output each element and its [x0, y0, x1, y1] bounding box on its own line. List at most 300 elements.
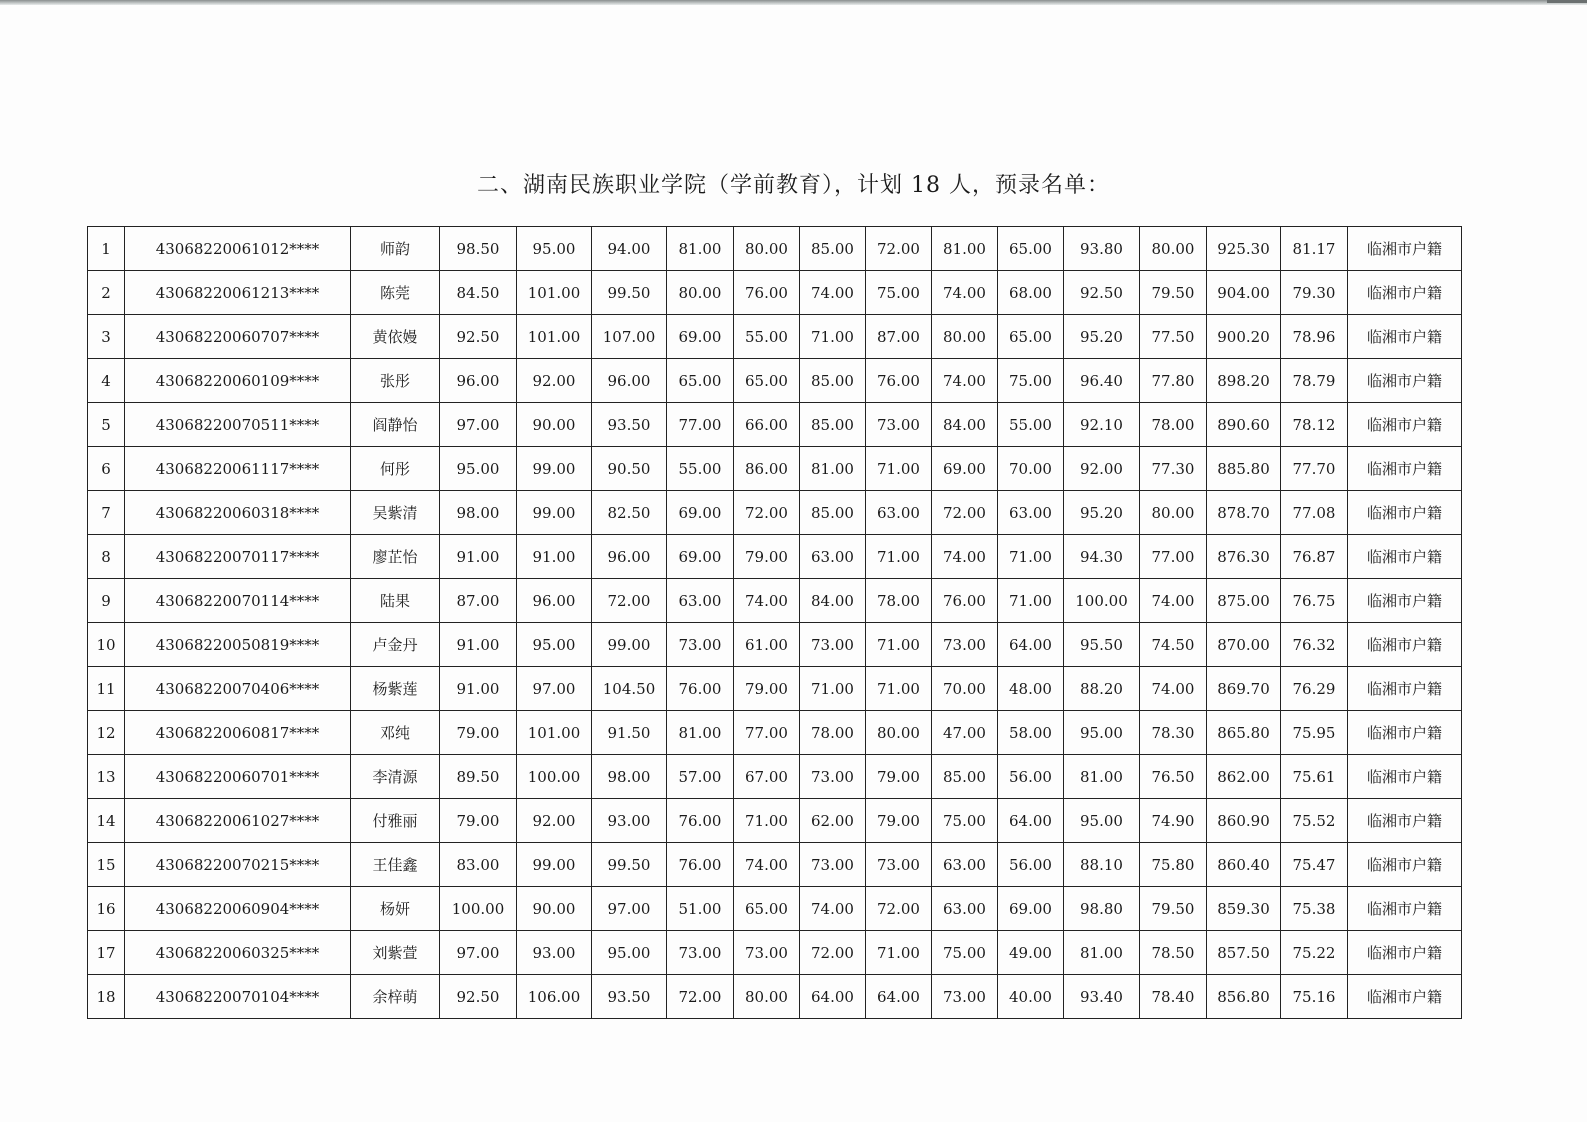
average-cell: 76.32 [1281, 623, 1348, 667]
name-cell: 余梓萌 [351, 975, 440, 1019]
score-cell: 98.00 [592, 755, 667, 799]
total-cell: 860.90 [1207, 799, 1281, 843]
score-cell: 79.00 [866, 755, 932, 799]
score-cell: 73.00 [800, 755, 866, 799]
score-cell: 71.00 [866, 535, 932, 579]
score-cell: 98.50 [440, 227, 517, 271]
score-cell: 92.50 [1064, 271, 1140, 315]
average-cell: 76.75 [1281, 579, 1348, 623]
score-cell: 95.00 [440, 447, 517, 491]
score-cell: 91.00 [440, 623, 517, 667]
score-cell: 72.00 [800, 931, 866, 975]
registration-cell: 临湘市户籍 [1348, 315, 1462, 359]
score-cell: 92.50 [440, 975, 517, 1019]
score-cell: 57.00 [667, 755, 734, 799]
total-cell: 870.00 [1207, 623, 1281, 667]
score-cell: 62.00 [800, 799, 866, 843]
score-cell: 99.00 [517, 491, 592, 535]
score-cell: 99.00 [517, 447, 592, 491]
average-cell: 75.22 [1281, 931, 1348, 975]
score-cell: 85.00 [800, 491, 866, 535]
score-cell: 69.00 [932, 447, 998, 491]
score-cell: 69.00 [998, 887, 1064, 931]
score-cell: 71.00 [866, 931, 932, 975]
average-cell: 77.70 [1281, 447, 1348, 491]
table-row [88, 623, 1462, 667]
table-row [88, 755, 1462, 799]
page-title: 二、湖南民族职业学院（学前教育），计划 18 人，预录名单： [477, 173, 1110, 198]
table-row [88, 227, 1462, 271]
average-cell: 76.29 [1281, 667, 1348, 711]
score-cell: 74.00 [1140, 579, 1207, 623]
score-cell: 83.00 [440, 843, 517, 887]
rank-cell: 18 [88, 975, 125, 1019]
score-cell: 94.30 [1064, 535, 1140, 579]
score-cell: 70.00 [998, 447, 1064, 491]
score-cell: 84.00 [800, 579, 866, 623]
total-cell: 862.00 [1207, 755, 1281, 799]
score-cell: 63.00 [998, 491, 1064, 535]
score-cell: 79.00 [866, 799, 932, 843]
candidate-id-cell: 43068220060318**** [125, 491, 351, 535]
score-cell: 61.00 [734, 623, 800, 667]
score-cell: 85.00 [800, 227, 866, 271]
score-cell: 55.00 [998, 403, 1064, 447]
score-cell: 81.00 [800, 447, 866, 491]
score-cell: 97.00 [517, 667, 592, 711]
score-cell: 95.20 [1064, 315, 1140, 359]
total-cell: 865.80 [1207, 711, 1281, 755]
scan-corner [1547, 0, 1587, 24]
score-cell: 78.00 [800, 711, 866, 755]
score-cell: 77.50 [1140, 315, 1207, 359]
score-cell: 97.00 [592, 887, 667, 931]
admission-table [87, 226, 1462, 1019]
score-cell: 63.00 [932, 887, 998, 931]
score-cell: 73.00 [866, 843, 932, 887]
score-cell: 82.50 [592, 491, 667, 535]
score-cell: 74.00 [800, 271, 866, 315]
score-cell: 85.00 [932, 755, 998, 799]
score-cell: 72.00 [866, 887, 932, 931]
score-cell: 93.40 [1064, 975, 1140, 1019]
rank-cell: 7 [88, 491, 125, 535]
rank-cell: 14 [88, 799, 125, 843]
name-cell: 杨妍 [351, 887, 440, 931]
score-cell: 76.00 [734, 271, 800, 315]
candidate-id-cell: 43068220061117**** [125, 447, 351, 491]
candidate-id-cell: 43068220060817**** [125, 711, 351, 755]
score-cell: 100.00 [440, 887, 517, 931]
total-cell: 876.30 [1207, 535, 1281, 579]
name-cell: 阎静怡 [351, 403, 440, 447]
score-cell: 95.00 [1064, 799, 1140, 843]
table-row [88, 315, 1462, 359]
score-cell: 71.00 [800, 315, 866, 359]
score-cell: 71.00 [866, 623, 932, 667]
average-cell: 77.08 [1281, 491, 1348, 535]
score-cell: 76.00 [667, 843, 734, 887]
rank-cell: 13 [88, 755, 125, 799]
candidate-id-cell: 43068220061012**** [125, 227, 351, 271]
score-cell: 79.50 [1140, 887, 1207, 931]
candidate-id-cell: 43068220060904**** [125, 887, 351, 931]
registration-cell: 临湘市户籍 [1348, 579, 1462, 623]
score-cell: 68.00 [998, 271, 1064, 315]
score-cell: 77.30 [1140, 447, 1207, 491]
score-cell: 74.00 [734, 579, 800, 623]
score-cell: 71.00 [800, 667, 866, 711]
score-cell: 95.00 [1064, 711, 1140, 755]
score-cell: 85.00 [800, 359, 866, 403]
score-cell: 74.00 [800, 887, 866, 931]
score-cell: 97.00 [440, 403, 517, 447]
score-cell: 85.00 [800, 403, 866, 447]
score-cell: 73.00 [800, 623, 866, 667]
score-cell: 96.40 [1064, 359, 1140, 403]
candidate-id-cell: 43068220070215**** [125, 843, 351, 887]
rank-cell: 1 [88, 227, 125, 271]
registration-cell: 临湘市户籍 [1348, 975, 1462, 1019]
table-row [88, 799, 1462, 843]
score-cell: 78.00 [1140, 403, 1207, 447]
score-cell: 80.00 [734, 975, 800, 1019]
score-cell: 74.00 [932, 359, 998, 403]
registration-cell: 临湘市户籍 [1348, 535, 1462, 579]
score-cell: 99.50 [592, 271, 667, 315]
table-row [88, 271, 1462, 315]
rank-cell: 2 [88, 271, 125, 315]
total-cell: 904.00 [1207, 271, 1281, 315]
total-cell: 869.70 [1207, 667, 1281, 711]
average-cell: 78.12 [1281, 403, 1348, 447]
score-cell: 99.50 [592, 843, 667, 887]
score-cell: 91.00 [440, 667, 517, 711]
table-row [88, 491, 1462, 535]
name-cell: 张彤 [351, 359, 440, 403]
candidate-id-cell: 43068220070511**** [125, 403, 351, 447]
total-cell: 925.30 [1207, 227, 1281, 271]
table-row [88, 931, 1462, 975]
score-cell: 99.00 [517, 843, 592, 887]
score-cell: 73.00 [667, 931, 734, 975]
table-row [88, 887, 1462, 931]
registration-cell: 临湘市户籍 [1348, 623, 1462, 667]
score-cell: 67.00 [734, 755, 800, 799]
average-cell: 79.30 [1281, 271, 1348, 315]
score-cell: 84.50 [440, 271, 517, 315]
candidate-id-cell: 43068220061213**** [125, 271, 351, 315]
score-cell: 73.00 [800, 843, 866, 887]
score-cell: 78.00 [866, 579, 932, 623]
score-cell: 73.00 [667, 623, 734, 667]
score-cell: 40.00 [998, 975, 1064, 1019]
score-cell: 72.00 [932, 491, 998, 535]
score-cell: 93.00 [592, 799, 667, 843]
rank-cell: 12 [88, 711, 125, 755]
score-cell: 64.00 [998, 799, 1064, 843]
score-cell: 90.00 [517, 403, 592, 447]
score-cell: 75.00 [932, 799, 998, 843]
score-cell: 96.00 [517, 579, 592, 623]
score-cell: 74.90 [1140, 799, 1207, 843]
score-cell: 65.00 [734, 887, 800, 931]
score-cell: 75.00 [932, 931, 998, 975]
score-cell: 95.50 [1064, 623, 1140, 667]
score-cell: 71.00 [866, 667, 932, 711]
total-cell: 875.00 [1207, 579, 1281, 623]
score-cell: 98.00 [440, 491, 517, 535]
score-cell: 65.00 [667, 359, 734, 403]
table-row [88, 447, 1462, 491]
registration-cell: 临湘市户籍 [1348, 491, 1462, 535]
score-cell: 72.00 [734, 491, 800, 535]
score-cell: 58.00 [998, 711, 1064, 755]
score-cell: 81.00 [667, 711, 734, 755]
average-cell: 75.95 [1281, 711, 1348, 755]
table-row [88, 711, 1462, 755]
score-cell: 98.80 [1064, 887, 1140, 931]
score-cell: 55.00 [667, 447, 734, 491]
name-cell: 陈莞 [351, 271, 440, 315]
average-cell: 75.47 [1281, 843, 1348, 887]
name-cell: 王佳鑫 [351, 843, 440, 887]
score-cell: 75.00 [866, 271, 932, 315]
score-cell: 56.00 [998, 843, 1064, 887]
score-cell: 55.00 [734, 315, 800, 359]
rank-cell: 11 [88, 667, 125, 711]
score-cell: 92.50 [440, 315, 517, 359]
total-cell: 860.40 [1207, 843, 1281, 887]
score-cell: 72.00 [866, 227, 932, 271]
table-row [88, 579, 1462, 623]
score-cell: 91.00 [440, 535, 517, 579]
name-cell: 卢金丹 [351, 623, 440, 667]
score-cell: 80.00 [866, 711, 932, 755]
score-cell: 63.00 [932, 843, 998, 887]
score-cell: 95.20 [1064, 491, 1140, 535]
score-cell: 66.00 [734, 403, 800, 447]
score-cell: 64.00 [998, 623, 1064, 667]
score-cell: 93.50 [592, 403, 667, 447]
score-cell: 95.00 [517, 227, 592, 271]
registration-cell: 临湘市户籍 [1348, 359, 1462, 403]
name-cell: 刘紫萱 [351, 931, 440, 975]
score-cell: 73.00 [866, 403, 932, 447]
registration-cell: 临湘市户籍 [1348, 667, 1462, 711]
table-row [88, 403, 1462, 447]
name-cell: 邓纯 [351, 711, 440, 755]
score-cell: 101.00 [517, 271, 592, 315]
rank-cell: 4 [88, 359, 125, 403]
score-cell: 70.00 [932, 667, 998, 711]
registration-cell: 临湘市户籍 [1348, 271, 1462, 315]
score-cell: 80.00 [1140, 491, 1207, 535]
registration-cell: 临湘市户籍 [1348, 447, 1462, 491]
average-cell: 78.96 [1281, 315, 1348, 359]
rank-cell: 6 [88, 447, 125, 491]
score-cell: 93.50 [592, 975, 667, 1019]
score-cell: 80.00 [667, 271, 734, 315]
score-cell: 107.00 [592, 315, 667, 359]
candidate-id-cell: 43068220070117**** [125, 535, 351, 579]
score-cell: 71.00 [866, 447, 932, 491]
score-cell: 100.00 [517, 755, 592, 799]
registration-cell: 临湘市户籍 [1348, 887, 1462, 931]
score-cell: 78.50 [1140, 931, 1207, 975]
candidate-id-cell: 43068220060707**** [125, 315, 351, 359]
rank-cell: 17 [88, 931, 125, 975]
score-cell: 90.00 [517, 887, 592, 931]
score-cell: 63.00 [866, 491, 932, 535]
score-cell: 69.00 [667, 315, 734, 359]
score-cell: 96.00 [592, 359, 667, 403]
score-cell: 69.00 [667, 535, 734, 579]
score-cell: 64.00 [800, 975, 866, 1019]
score-cell: 63.00 [667, 579, 734, 623]
score-cell: 78.40 [1140, 975, 1207, 1019]
registration-cell: 临湘市户籍 [1348, 755, 1462, 799]
score-cell: 77.80 [1140, 359, 1207, 403]
average-cell: 75.38 [1281, 887, 1348, 931]
registration-cell: 临湘市户籍 [1348, 799, 1462, 843]
candidate-id-cell: 43068220060109**** [125, 359, 351, 403]
score-cell: 76.00 [866, 359, 932, 403]
score-cell: 86.00 [734, 447, 800, 491]
score-cell: 73.00 [932, 975, 998, 1019]
score-cell: 73.00 [734, 931, 800, 975]
score-cell: 79.00 [734, 535, 800, 579]
score-cell: 79.00 [440, 711, 517, 755]
score-cell: 95.00 [517, 623, 592, 667]
score-cell: 81.00 [932, 227, 998, 271]
rank-cell: 10 [88, 623, 125, 667]
name-cell: 陆果 [351, 579, 440, 623]
score-cell: 92.00 [1064, 447, 1140, 491]
score-cell: 87.00 [866, 315, 932, 359]
score-cell: 94.00 [592, 227, 667, 271]
score-cell: 72.00 [592, 579, 667, 623]
candidate-id-cell: 43068220070104**** [125, 975, 351, 1019]
total-cell: 900.20 [1207, 315, 1281, 359]
score-cell: 71.00 [998, 535, 1064, 579]
table-body [88, 227, 1462, 1019]
score-cell: 72.00 [667, 975, 734, 1019]
name-cell: 黄依嫚 [351, 315, 440, 359]
candidate-id-cell: 43068220070406**** [125, 667, 351, 711]
score-cell: 74.00 [734, 843, 800, 887]
rank-cell: 3 [88, 315, 125, 359]
score-cell: 71.00 [998, 579, 1064, 623]
score-cell: 88.20 [1064, 667, 1140, 711]
score-cell: 100.00 [1064, 579, 1140, 623]
total-cell: 857.50 [1207, 931, 1281, 975]
score-cell: 64.00 [866, 975, 932, 1019]
score-cell: 91.00 [517, 535, 592, 579]
registration-cell: 临湘市户籍 [1348, 403, 1462, 447]
rank-cell: 8 [88, 535, 125, 579]
total-cell: 878.70 [1207, 491, 1281, 535]
score-cell: 99.00 [592, 623, 667, 667]
score-cell: 65.00 [998, 227, 1064, 271]
score-cell: 48.00 [998, 667, 1064, 711]
score-cell: 56.00 [998, 755, 1064, 799]
average-cell: 75.16 [1281, 975, 1348, 1019]
score-cell: 101.00 [517, 315, 592, 359]
score-cell: 76.00 [667, 667, 734, 711]
score-cell: 65.00 [734, 359, 800, 403]
registration-cell: 临湘市户籍 [1348, 843, 1462, 887]
score-cell: 65.00 [998, 315, 1064, 359]
score-cell: 79.00 [734, 667, 800, 711]
score-cell: 104.50 [592, 667, 667, 711]
score-cell: 74.00 [932, 271, 998, 315]
name-cell: 杨紫莲 [351, 667, 440, 711]
table-row [88, 843, 1462, 887]
candidate-id-cell: 43068220050819**** [125, 623, 351, 667]
score-cell: 106.00 [517, 975, 592, 1019]
total-cell: 898.20 [1207, 359, 1281, 403]
candidate-id-cell: 43068220060325**** [125, 931, 351, 975]
score-cell: 69.00 [667, 491, 734, 535]
score-cell: 90.50 [592, 447, 667, 491]
score-cell: 96.00 [592, 535, 667, 579]
score-cell: 47.00 [932, 711, 998, 755]
table-row [88, 667, 1462, 711]
score-cell: 80.00 [1140, 227, 1207, 271]
registration-cell: 临湘市户籍 [1348, 711, 1462, 755]
total-cell: 859.30 [1207, 887, 1281, 931]
score-cell: 95.00 [592, 931, 667, 975]
score-cell: 74.00 [1140, 667, 1207, 711]
score-cell: 84.00 [932, 403, 998, 447]
score-cell: 91.50 [592, 711, 667, 755]
score-cell: 76.50 [1140, 755, 1207, 799]
score-cell: 97.00 [440, 931, 517, 975]
score-cell: 87.00 [440, 579, 517, 623]
score-cell: 81.00 [1064, 931, 1140, 975]
name-cell: 吴紫清 [351, 491, 440, 535]
score-cell: 80.00 [734, 227, 800, 271]
score-cell: 89.50 [440, 755, 517, 799]
average-cell: 75.52 [1281, 799, 1348, 843]
table-row [88, 535, 1462, 579]
candidate-id-cell: 43068220061027**** [125, 799, 351, 843]
score-cell: 92.00 [517, 359, 592, 403]
rank-cell: 5 [88, 403, 125, 447]
score-cell: 79.00 [440, 799, 517, 843]
candidate-id-cell: 43068220060701**** [125, 755, 351, 799]
rank-cell: 15 [88, 843, 125, 887]
score-cell: 71.00 [734, 799, 800, 843]
scan-edge [0, 0, 1587, 5]
average-cell: 75.61 [1281, 755, 1348, 799]
name-cell: 付雅丽 [351, 799, 440, 843]
table-row [88, 359, 1462, 403]
name-cell: 廖芷怡 [351, 535, 440, 579]
score-cell: 73.00 [932, 623, 998, 667]
average-cell: 76.87 [1281, 535, 1348, 579]
score-cell: 75.80 [1140, 843, 1207, 887]
rank-cell: 9 [88, 579, 125, 623]
score-cell: 77.00 [667, 403, 734, 447]
registration-cell: 临湘市户籍 [1348, 931, 1462, 975]
registration-cell: 临湘市户籍 [1348, 227, 1462, 271]
score-cell: 77.00 [1140, 535, 1207, 579]
score-cell: 74.00 [932, 535, 998, 579]
average-cell: 78.79 [1281, 359, 1348, 403]
table-row [88, 975, 1462, 1019]
